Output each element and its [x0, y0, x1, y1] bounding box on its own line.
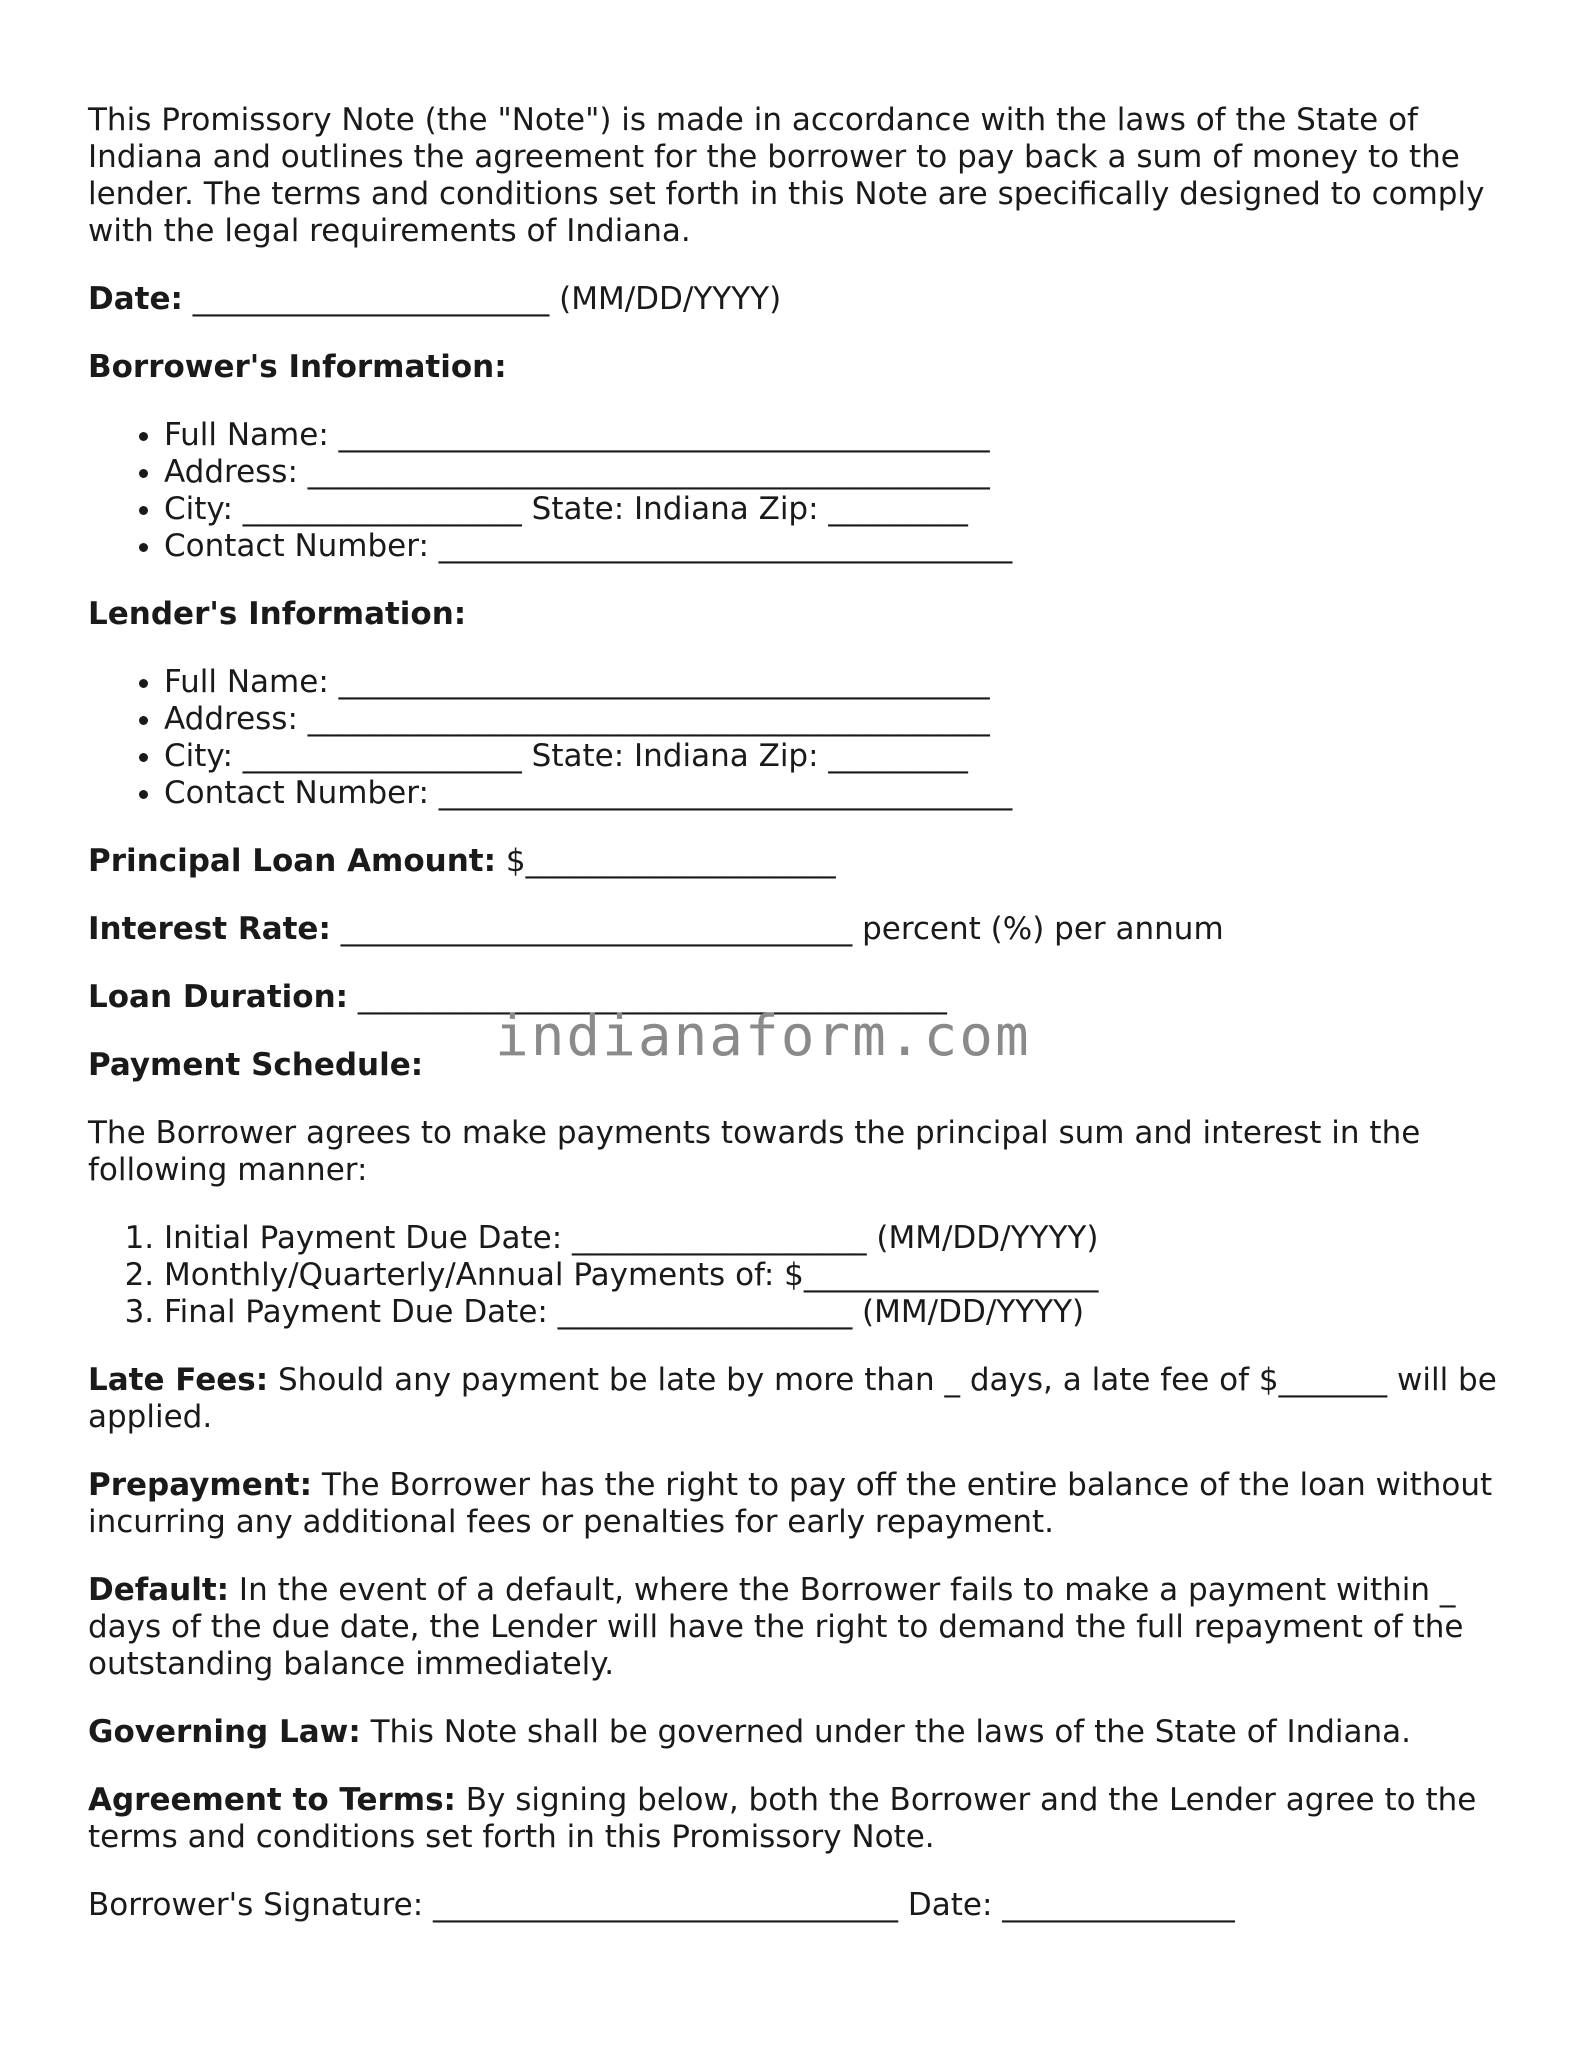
- lender-address: • Address: ____________________________________________: [164, 701, 1508, 738]
- default-clause: [88, 1572, 1508, 1683]
- intro-paragraph: This Promissory Note (the "Note") is made in accordance with the laws of the State of Indiana and outlines the agreement for the borrower to pay back a sum of money to the lender. The terms and conditions set forth in this Note are specifically designed to comply with the legal requirements of Indiana.: [88, 102, 1485, 249]
- borrower-full-name: • Full Name: __________________________________________: [164, 417, 1508, 454]
- schedule-heading: Payment Schedule:: [88, 1047, 424, 1083]
- agreement-text: By signing below, both the Borrower and the Lender agree to the terms and conditions set forth in this Promissory Note.: [88, 1782, 1477, 1855]
- lender-info-list: [88, 664, 1508, 812]
- default-text: In the event of a default, where the Borrower fails to make a payment within _ days of the due date, the Lender will have the right to demand the full repayment of the outstanding balance immediately.: [88, 1572, 1464, 1682]
- principal-line: [88, 843, 1508, 880]
- interest-line: [88, 911, 1508, 948]
- prepayment-label: Prepayment:: [88, 1467, 313, 1503]
- borrower-info-list: [88, 417, 1508, 565]
- late-fees-clause: [88, 1362, 1508, 1436]
- lender-heading: Lender's Information:: [88, 596, 467, 632]
- borrower-city-state-zip: • City: __________________ State: Indiana Zip: _________: [164, 491, 1508, 528]
- principal-label: Principal Loan Amount:: [88, 843, 497, 879]
- lender-city-state-zip: • City: __________________ State: Indiana Zip: _________: [164, 738, 1508, 775]
- interest-label: Interest Rate:: [88, 911, 331, 947]
- initial-payment-item: 1. Initial Payment Due Date: ___________________ (MM/DD/YYYY): [164, 1220, 1508, 1257]
- agreement-label: Agreement to Terms:: [88, 1782, 456, 1818]
- duration-label: Loan Duration:: [88, 979, 349, 1015]
- date-field: _______________________ (MM/DD/YYYY): [182, 281, 782, 317]
- borrower-signature-line: Borrower's Signature: ______________________________ Date: _______________: [88, 1887, 1235, 1923]
- interest-field: _________________________________ percent (%) per annum: [330, 911, 1224, 947]
- schedule-intro: The Borrower agrees to make payments towards the principal sum and interest in the following manner:: [88, 1115, 1421, 1188]
- periodic-payment-item: 2. Monthly/Quarterly/Annual Payments of: $___________________: [164, 1257, 1508, 1294]
- governing-law-label: Governing Law:: [88, 1714, 361, 1750]
- principal-field: $____________________: [496, 843, 836, 879]
- late-fees-label: Late Fees:: [88, 1362, 269, 1398]
- schedule-list: [88, 1220, 1508, 1331]
- governing-law-clause: [88, 1714, 1508, 1751]
- borrower-heading: Borrower's Information:: [88, 349, 507, 385]
- default-label: Default:: [88, 1572, 230, 1608]
- agreement-clause: [88, 1782, 1508, 1856]
- prepayment-clause: [88, 1467, 1508, 1541]
- duration-field: ______________________________________: [348, 979, 947, 1015]
- late-fees-text: Should any payment be late by more than _ days, a late fee of $_______ will be applied.: [88, 1362, 1497, 1435]
- prepayment-text: The Borrower has the right to pay off the entire balance of the loan without incurring any additional fees or penalties for early repayment.: [88, 1467, 1493, 1540]
- lender-full-name: • Full Name: __________________________________________: [164, 664, 1508, 701]
- watermark: indianaform.com: [495, 1004, 1031, 1069]
- date-label: Date:: [88, 281, 183, 317]
- governing-law-text: This Note shall be governed under the laws of the State of Indiana.: [360, 1714, 1412, 1750]
- date-line: [88, 281, 1508, 318]
- borrower-address: • Address: ____________________________________________: [164, 454, 1508, 491]
- lender-contact-number: • Contact Number: _____________________________________: [164, 775, 1508, 812]
- final-payment-item: 3. Final Payment Due Date: ___________________ (MM/DD/YYYY): [164, 1294, 1508, 1331]
- borrower-contact-number: • Contact Number: _____________________________________: [164, 528, 1508, 565]
